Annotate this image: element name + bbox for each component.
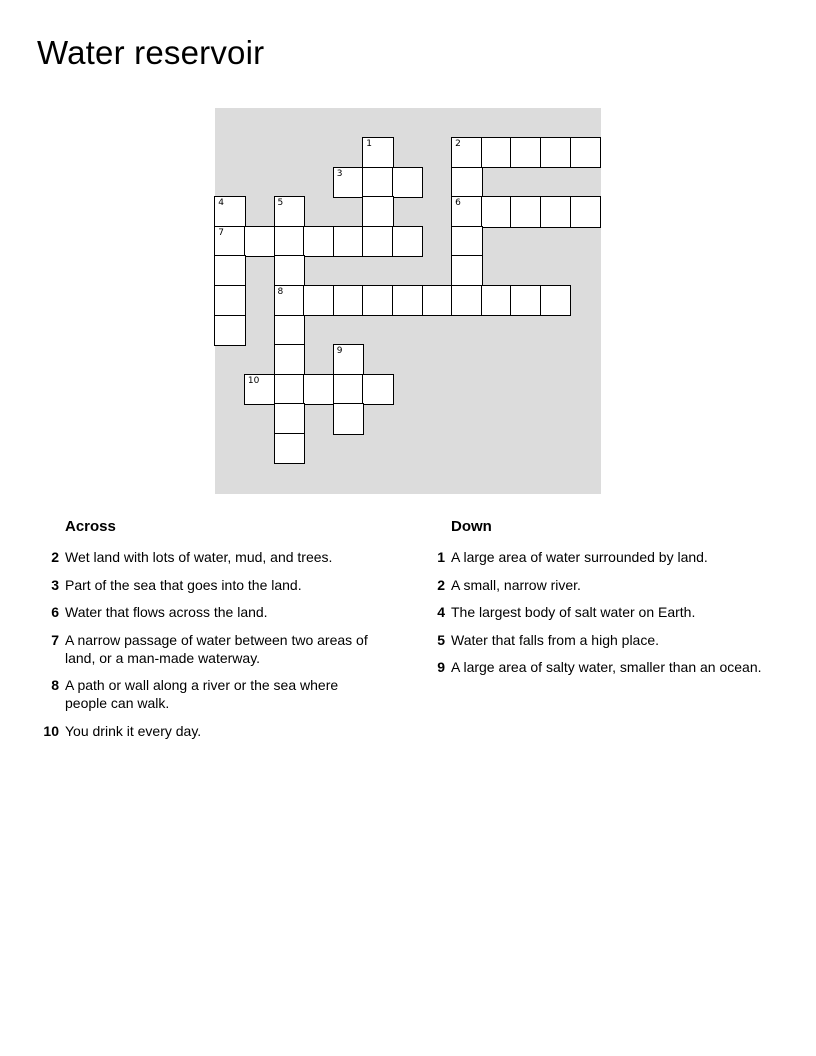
clue-text: A large area of salty water, smaller than an ocean.: [451, 659, 762, 675]
cell-number: 10: [247, 375, 260, 386]
grid-cell[interactable]: [275, 286, 305, 316]
across-heading: Across: [65, 518, 116, 535]
clue-item: [423, 548, 793, 566]
page-title: Water reservoir: [37, 34, 265, 71]
clue-item: [423, 658, 793, 676]
grid-cell[interactable]: [334, 404, 364, 434]
grid-cell[interactable]: [304, 375, 334, 405]
grid-cell[interactable]: [452, 227, 482, 257]
grid-cell[interactable]: [334, 227, 364, 257]
clue-text: You drink it every day.: [65, 722, 202, 739]
cell-number: 3: [336, 168, 343, 179]
grid-cell[interactable]: [482, 138, 512, 168]
grid-cell[interactable]: [275, 404, 305, 434]
grid-cell[interactable]: [334, 345, 364, 375]
clue-text: A narrow passage of water between two areas of land, or a man-made waterway.: [65, 631, 368, 666]
grid-cell[interactable]: [363, 197, 393, 227]
clue-item: [423, 576, 793, 594]
clue-text: Part of the sea that goes into the land.: [65, 576, 302, 593]
cell-number: 6: [455, 198, 461, 209]
clue-number: 2: [437, 576, 445, 593]
clue-number: 1: [437, 549, 445, 565]
down-clue-list: [423, 548, 793, 676]
grid-cell[interactable]: [452, 256, 482, 286]
grid-cell[interactable]: [482, 286, 512, 316]
grid-cell[interactable]: [215, 316, 245, 346]
clue-text: Water that falls from a high place.: [451, 631, 660, 648]
grid-cell[interactable]: [571, 197, 601, 227]
cell-number: 9: [336, 346, 343, 357]
grid-cell[interactable]: [393, 286, 423, 316]
down-clues: [423, 516, 793, 686]
grid-cell[interactable]: [334, 375, 364, 405]
grid-cell[interactable]: [393, 168, 423, 198]
clue-number: 7: [51, 631, 59, 648]
grid-cell[interactable]: [275, 256, 305, 286]
grid-cell[interactable]: [275, 434, 305, 464]
clue-item: [37, 676, 382, 712]
clue-number: 8: [51, 677, 59, 693]
clue-text: A path or wall along a river or the sea where people can walk.: [65, 677, 339, 711]
grid-cell[interactable]: [482, 197, 512, 227]
grid-cell[interactable]: [571, 138, 601, 168]
cell-number: 7: [218, 227, 225, 238]
down-heading: Down: [451, 518, 492, 535]
grid-cell[interactable]: [215, 197, 245, 227]
grid-cell[interactable]: [245, 227, 275, 257]
clue-text: A small, narrow river.: [451, 576, 581, 593]
grid-cell[interactable]: [541, 138, 571, 168]
across-clues: [37, 516, 382, 749]
grid-cell[interactable]: [304, 286, 334, 316]
grid-cell[interactable]: [541, 286, 571, 316]
clue-number: 5: [437, 631, 445, 648]
grid-cell[interactable]: [275, 345, 305, 375]
grid-cell[interactable]: [423, 286, 453, 316]
clue-text: A large area of water surrounded by land.: [451, 549, 708, 565]
grid-cell[interactable]: [215, 286, 245, 316]
grid-cell[interactable]: [452, 138, 482, 168]
grid-cell[interactable]: [363, 168, 393, 198]
grid-cell[interactable]: [511, 138, 541, 168]
clue-number: 6: [51, 604, 59, 620]
grid-cell[interactable]: [334, 168, 364, 198]
grid-cell[interactable]: [541, 197, 571, 227]
grid-cell[interactable]: [363, 138, 393, 168]
clue-item: [37, 548, 382, 566]
clue-number: 4: [437, 604, 445, 620]
clue-number: 3: [51, 576, 59, 593]
clue-item: [423, 631, 793, 649]
clue-number: 10: [43, 722, 59, 739]
clue-text: Wet land with lots of water, mud, and trees.: [65, 549, 333, 565]
clue-text: Water that flows across the land.: [65, 604, 268, 620]
clue-item: [37, 722, 382, 740]
clue-number: 9: [437, 659, 445, 675]
grid-cell[interactable]: [275, 227, 305, 257]
grid-cell[interactable]: [452, 168, 482, 198]
grid-cell[interactable]: [393, 227, 423, 257]
grid-cell[interactable]: [245, 375, 275, 405]
cell-number: 4: [218, 198, 225, 209]
grid-cell[interactable]: [511, 286, 541, 316]
cell-number: 1: [366, 138, 373, 149]
grid-cell[interactable]: [511, 197, 541, 227]
grid-cell[interactable]: [363, 227, 393, 257]
grid-cell[interactable]: [452, 286, 482, 316]
grid-cell[interactable]: [452, 197, 482, 227]
grid-cell[interactable]: [215, 256, 245, 286]
cell-number: 5: [277, 198, 284, 209]
cell-number: 8: [277, 286, 284, 297]
grid-cell[interactable]: [334, 286, 364, 316]
clue-item: [423, 603, 793, 621]
across-clue-list: [37, 548, 382, 740]
grid-cell[interactable]: [363, 286, 393, 316]
crossword-grid: [215, 108, 601, 494]
clue-item: [37, 603, 382, 621]
clue-item: [37, 576, 382, 594]
clue-item: [37, 631, 382, 667]
grid-cell[interactable]: [363, 375, 393, 405]
grid-cell[interactable]: [215, 227, 245, 257]
clue-number: 2: [51, 549, 59, 565]
grid-cell[interactable]: [275, 375, 305, 405]
grid-cell[interactable]: [304, 227, 334, 257]
cell-number: 2: [455, 138, 461, 149]
grid-cell[interactable]: [275, 316, 305, 346]
clue-text: The largest body of salt water on Earth.: [451, 604, 696, 620]
grid-cell[interactable]: [275, 197, 305, 227]
